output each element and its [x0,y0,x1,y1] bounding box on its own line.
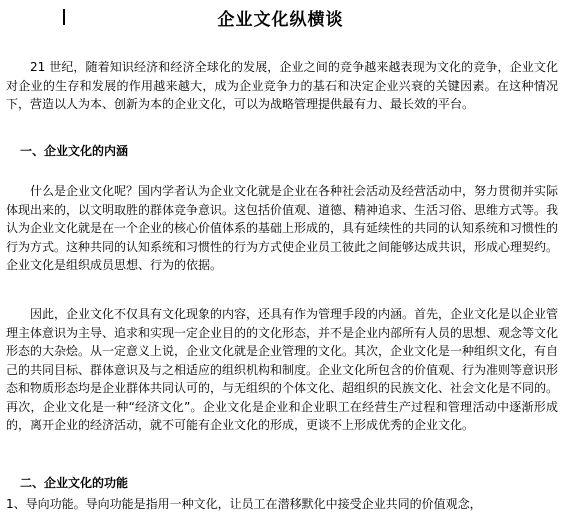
section-heading-connotation: 一、企业文化的内涵 [20,144,129,158]
section-heading-functions: 二、企业文化的功能 [20,476,129,490]
definition-paragraph: 什么是企业文化呢？国内学者认为企业文化就是企业在各种社会活动及经营活动中，努力贯彻并实际体现出来的，以文明取胜的群体竞争意识。这包括价值观、道德、精神追求、生活习俗、思维方式等。我认为企业文化就是在一个企业的核心价值体系的基础上形成的，具有延续性的共同的认知系统和习惯性的行为方式。这种共同的认知系统和习惯性的行为方式使企业员工彼此之间能够达成共识，形成心理契约。企业文化是组织成员思想、行为的依据。 [6,184,559,272]
document-title: 企业文化纵横谈 [217,10,344,30]
management-paragraph: 因此，企业文化不仅具有文化现象的内容，还具有作为管理手段的内涵。首先，企业文化是以企业管理主体意识为主导、追求和实现一定企业目的的文化形态，并不是企业内部所有人员的思想、观念等文化形态的大杂烩。从一定意义上说，企业文化就是企业管理的文化。其次，企业文化是一种组织文化，有自己的共同目标、群体意识及与之相适应的组织机构和制度。企业文化所包含的价值观、行为准则等意识形态和物质形态均是企业群体共同认可的，与无组织的个体文化、超组织的民族文化、社会文化是不同的。再次，企业文化是一种“经济文化”。企业文化是企业和企业职工在经营生产过程和管理活动中逐渐形成的，离开企业的经济活动，就不可能有企业文化的形成，更谈不上形成优秀的企业文化。 [6,307,559,432]
intro-paragraph: 21 世纪，随着知识经济和经济全球化的发展，企业之间的竞争越来越表现为文化的竞争，企业文化对企业的生存和发展的作用越来越大，成为企业竞争力的基石和决定企业兴衰的关键因素。在这种情况下，营造以人为本、创新为本的企业文化，可以为战略管理提供最有力、最长效的平台。 [6,60,558,111]
guidance-function-paragraph: 1、导向功能。导向功能是指用一种文化，让员工在潜移默化中接受企业共同的价值观念， [6,497,482,511]
